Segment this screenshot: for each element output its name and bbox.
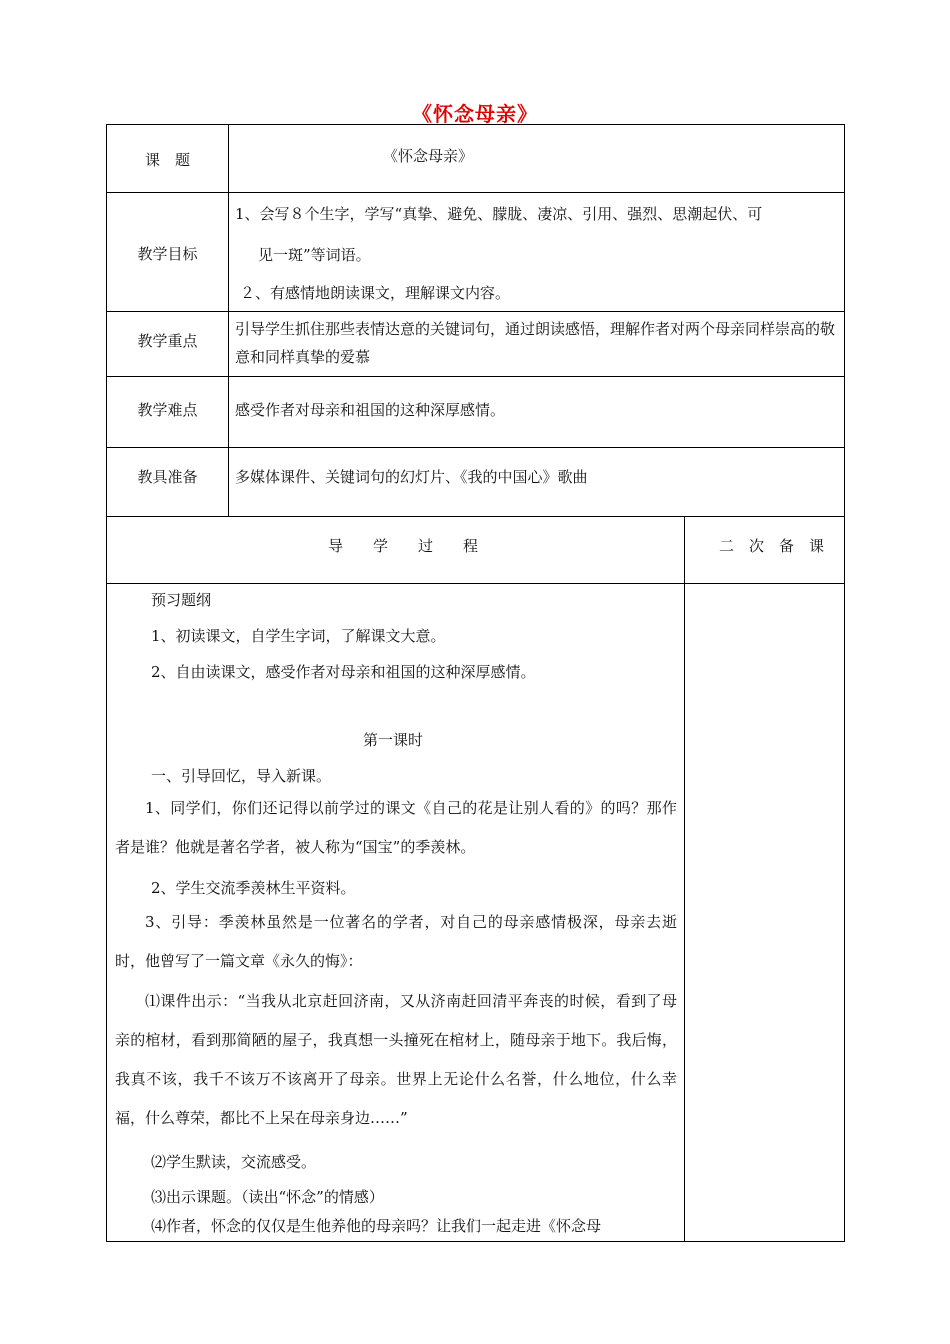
preview-title: 预习题纲: [151, 591, 212, 609]
step-2: 2、学生交流季羡林生平资料。: [151, 879, 356, 897]
step-1: 1、同学们，你们还记得以前学过的课文《自己的花是让别人看的》的吗？那作者是谁？他就是著名学者，被人称为“国宝”的季羡林。: [115, 799, 677, 856]
preview-item-2: 2、自由读课文，感受作者对母亲和祖国的这种深厚感情。: [151, 663, 536, 681]
document-title: 《怀念母亲》: [412, 102, 538, 126]
lesson-plan-table: [106, 124, 845, 1242]
row-divider: [107, 583, 844, 584]
sub-step-2: ⑵学生默读，交流感受。: [151, 1153, 317, 1171]
row-divider: [107, 376, 844, 377]
step-3: 3、引导：季羡林虽然是一位著名的学者，对自己的母亲感情极深，母亲去逝时，他曾写了一篇文章《永久的悔》：: [115, 913, 677, 970]
process-header: 导 学 过 程: [328, 537, 479, 555]
row-divider: [107, 192, 844, 193]
sub-step-4: ⑷作者，怀念的仅仅是生他养他的母亲吗？让我们一起走进《怀念母: [151, 1217, 602, 1235]
goals-label: 教学目标: [137, 245, 198, 263]
tools-label: 教具准备: [137, 468, 198, 486]
column-divider: [228, 125, 229, 516]
preview-item-1: 1、初读课文，自学生字词，了解课文大意。: [151, 627, 446, 645]
lesson-title: 第一课时: [363, 731, 424, 749]
goal-2: ２、有感情地朗读课文，理解课文内容。: [240, 284, 511, 302]
topic-value: 《怀念母亲》: [383, 147, 474, 165]
second-prep-header: 二 次 备 课: [719, 537, 825, 555]
goal-1-line-1: 1、会写８个生字，学写“真挚、避免、朦胧、凄凉、引用、强烈、思潮起伏、可: [235, 205, 763, 223]
key-points-value: 引导学生抓住那些表情达意的关键词句，通过朗读感悟，理解作者对两个母亲同样崇高的敬意和同样真挚的爱慕: [235, 320, 836, 366]
sub-step-3: ⑶出示课题。（读出“怀念”的情感）: [151, 1188, 384, 1206]
section-1-heading: 一、引导回忆，导入新课。: [151, 767, 332, 785]
difficult-points-label: 教学难点: [137, 401, 198, 419]
tools-value: 多媒体课件、关键词句的幻灯片、《我的中国心》歌曲: [235, 468, 588, 486]
row-divider: [107, 311, 844, 312]
row-divider: [107, 516, 844, 517]
goal-1-line-2: 见一斑”等词语。: [258, 246, 371, 264]
topic-label: 课 题: [144, 151, 190, 169]
sub-step-1: ⑴课件出示：“当我从北京赶回济南，又从济南赶回清平奔丧的时候，看到了母亲的棺材，看到那简陋的屋子，我真想一头撞死在棺材上，随母亲于地下。我后悔，我真不该，我千不该万不该离开了母亲。世界上无论什么名誉，什么地位，什么幸福，什么尊荣，都比不上呆在母亲身边……”: [115, 992, 677, 1127]
column-divider: [684, 516, 685, 1241]
key-points-label: 教学重点: [137, 332, 198, 350]
row-divider: [107, 447, 844, 448]
difficult-points-value: 感受作者对母亲和祖国的这种深厚感情。: [235, 401, 506, 419]
